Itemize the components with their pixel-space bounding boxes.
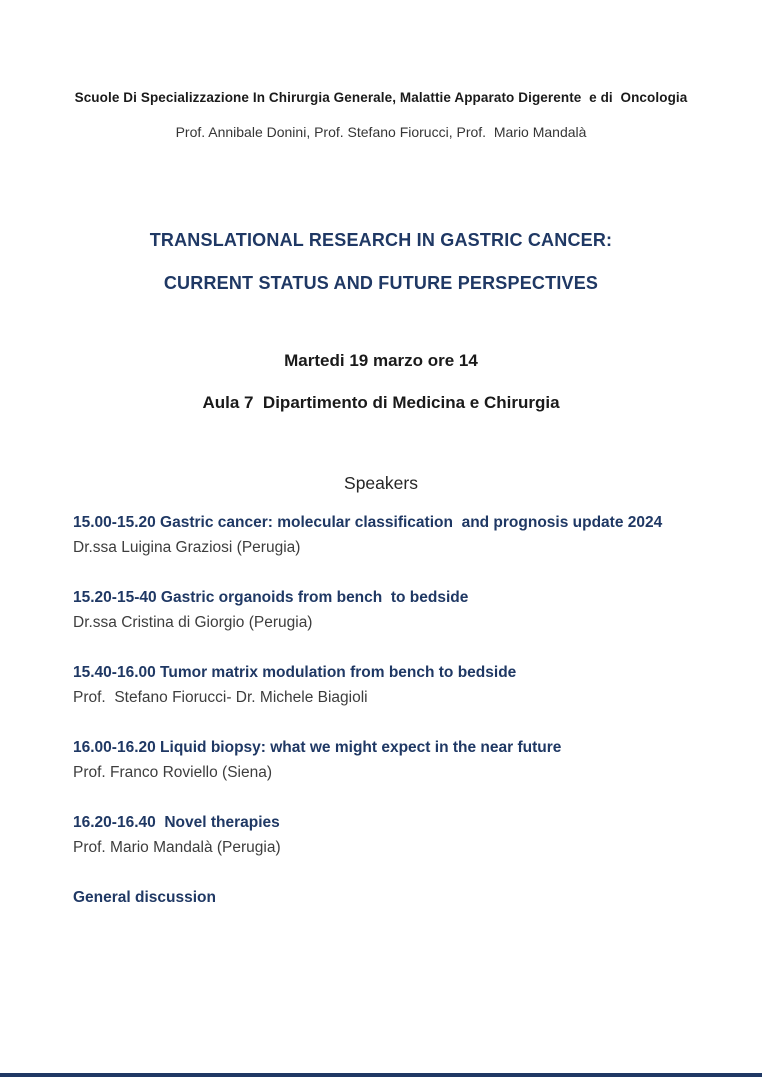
general-discussion-line: General discussion (73, 889, 216, 906)
session-title: 15.00-15.20 Gastric cancer: molecular classification and prognosis update 2024 (73, 514, 663, 531)
session-title: 15.40-16.00 Tumor matrix modulation from bench to bedside (73, 664, 517, 681)
session-item (73, 735, 665, 785)
session-item (73, 585, 665, 635)
event-venue: Aula 7 Dipartimento di Medicina e Chirurgia (202, 393, 560, 412)
session-item (73, 510, 665, 560)
session-speaker: Prof. Franco Roviello (Siena) (73, 764, 272, 781)
session-item (73, 810, 665, 860)
header-school-line: Scuole Di Specializzazione In Chirurgia Generale, Malattie Apparato Digerente e di Oncologia (74, 90, 688, 105)
bottom-rule (0, 1073, 762, 1077)
session-speaker: Dr.ssa Cristina di Giorgio (Perugia) (73, 614, 313, 631)
session-title: 16.20-16.40 Novel therapies (73, 814, 280, 831)
document-title-line1: TRANSLATIONAL RESEARCH IN GASTRIC CANCER: (149, 230, 613, 250)
session-speaker: Prof. Stefano Fiorucci- Dr. Michele Biagioli (73, 689, 368, 706)
speakers-heading: Speakers (344, 473, 418, 493)
session-title: 15.20-15-40 Gastric organoids from bench to bedside (73, 589, 469, 606)
event-date: Martedi 19 marzo ore 14 (284, 351, 478, 370)
session-speaker: Dr.ssa Luigina Graziosi (Perugia) (73, 539, 301, 556)
header-professors-line: Prof. Annibale Donini, Prof. Stefano Fiorucci, Prof. Mario Mandalà (175, 124, 587, 140)
session-item (73, 660, 665, 710)
document-title-line2: CURRENT STATUS AND FUTURE PERSPECTIVES (163, 273, 599, 293)
program-list (73, 510, 665, 910)
session-title: 16.00-16.20 Liquid biopsy: what we might expect in the near future (73, 739, 562, 756)
session-speaker: Prof. Mario Mandalà (Perugia) (73, 839, 281, 856)
